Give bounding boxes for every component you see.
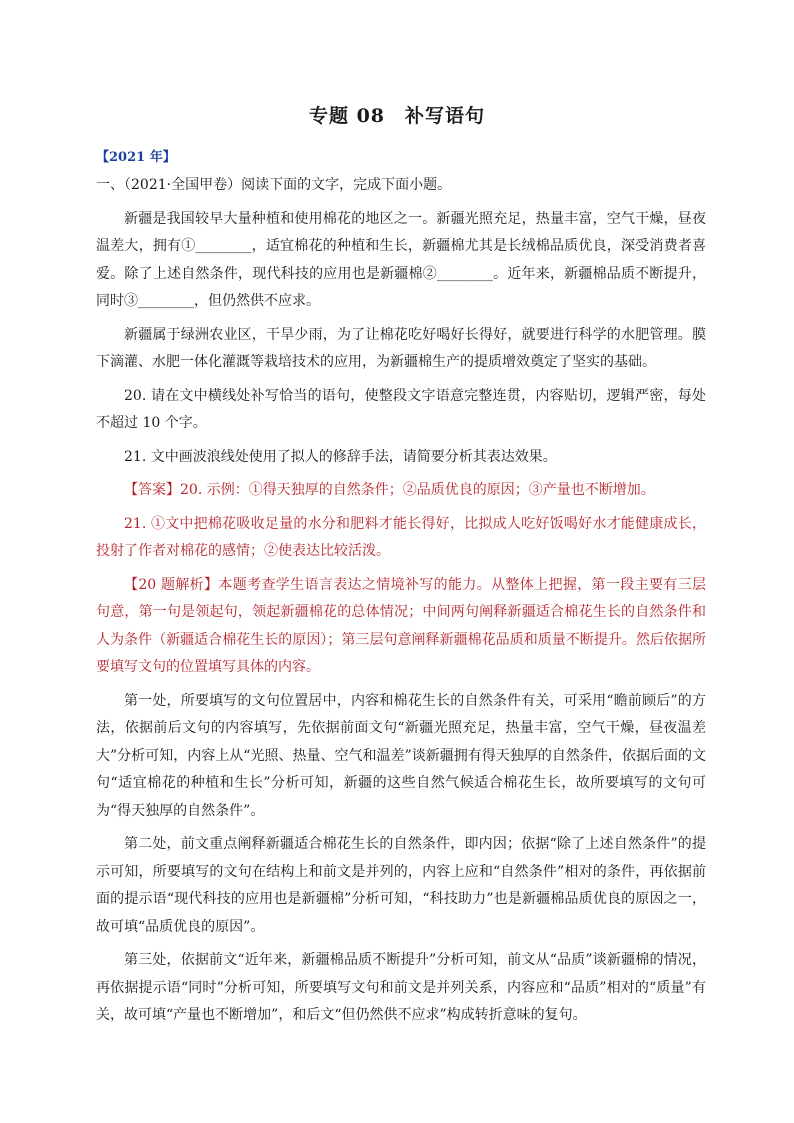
analysis-intro (96, 572, 706, 682)
answer-21: 21. ①文中把棉花吸收足量的水分和肥料才能长得好，比拟成人吃好饭喝好水才能健康成长，投射了作者对棉花的感情；②使表达比较活泼。 (96, 515, 706, 559)
analysis-paragraph-1: 第一处，所要填写的文句位置居中，内容和棉花生长的自然条件有关，可采用“瞻前顾后”的方法，依据前后文句的内容填写，先依据前面文句“新疆光照充足，热量丰富，空气干燥，昼夜温差大”分析可知，内容上从“光照、热量、空气和温差”谈新疆拥有得天独厚的自然条件，依据后面的文句“适宜棉花的种植和生长”分析可知，新疆的这些自然气候适合棉花生长，故所要填写的文句可为“得天独厚的自然条件”。 (96, 692, 706, 819)
analysis-intro-text: 本题考查学生语言表达之情境补写的能力。从整体上把握，第一段主要有三层句意，第一句是领起句，领起新疆棉花的总体情况；中间两句阐释新疆适合棉花生长的自然条件和人为条件（新疆适合棉花生长的原因）；第三层句意阐释新疆棉花品质和质量不断提升。然后依据所要填写文句的位置填写具体的内容。 (96, 576, 707, 675)
passage-paragraph-1: 新疆是我国较早大量种植和使用棉花的地区之一。新疆光照充足，热量丰富，空气干燥，昼夜温差大，拥有①________，适宜棉花的种植和生长，新疆棉尤其是长绒棉品质优良，深受消费者喜爱。除了上述自然条件，现代科技的应用也是新疆棉②________。近年来，新疆棉品质不断提升，同时③________，但仍然供不应求。 (96, 210, 706, 309)
answer-label: 【答案】 (124, 482, 180, 498)
page-title: 专题 08 补写语句 (308, 105, 486, 127)
question-intro: 一、（2021·全国甲卷）阅读下面的文字，完成下面小题。 (96, 177, 452, 193)
answer-20-text: 20. 示例：①得天独厚的自然条件；②品质优良的原因；③产量也不断增加。 (180, 482, 655, 498)
year-tag: 【2021 年】 (96, 150, 176, 165)
question-21: 21. 文中画波浪线处使用了拟人的修辞手法，请简要分析其表达效果。 (124, 448, 557, 465)
question-20: 20. 请在文中横线处补写恰当的语句，使整段文字语意完整连贯，内容贴切，逻辑严密，每处不超过 10 个字。 (96, 387, 706, 431)
analysis-paragraph-2: 第二处，前文重点阐释新疆适合棉花生长的自然条件，即内因；依据“除了上述自然条件”的提示可知，所要填写的文句在结构上和前文是并列的，内容上应和“自然条件”相对的条件，再依据前面的提示语“现代科技的应用也是新疆棉”分析可知，“科技助力”也是新疆棉品质优良的原因之一，故可填“品质优良的原因”。 (96, 836, 706, 935)
analysis-label: 【20 题解析】 (124, 576, 219, 593)
analysis-paragraph-3: 第三处，依据前文“近年来，新疆棉品质不断提升”分析可知，前文从“品质”谈新疆棉的情况，再依据提示语“同时”分析可知，所要填写文句和前文是并列关系，内容应和“品质”相对的“质量”有关，故可填“产量也不断增加”，和后文“但仍然供不应求”构成转折意味的复句。 (96, 952, 706, 1023)
question-block (96, 172, 706, 1036)
passage-paragraph-2: 新疆属于绿洲农业区，干旱少雨，为了让棉花吃好喝好长得好，就要进行科学的水肥管理。膜下滴灌、水肥一体化灌溉等栽培技术的应用，为新疆棉生产的提质增效奠定了坚实的基础。 (96, 326, 706, 370)
answer-20 (96, 477, 706, 505)
